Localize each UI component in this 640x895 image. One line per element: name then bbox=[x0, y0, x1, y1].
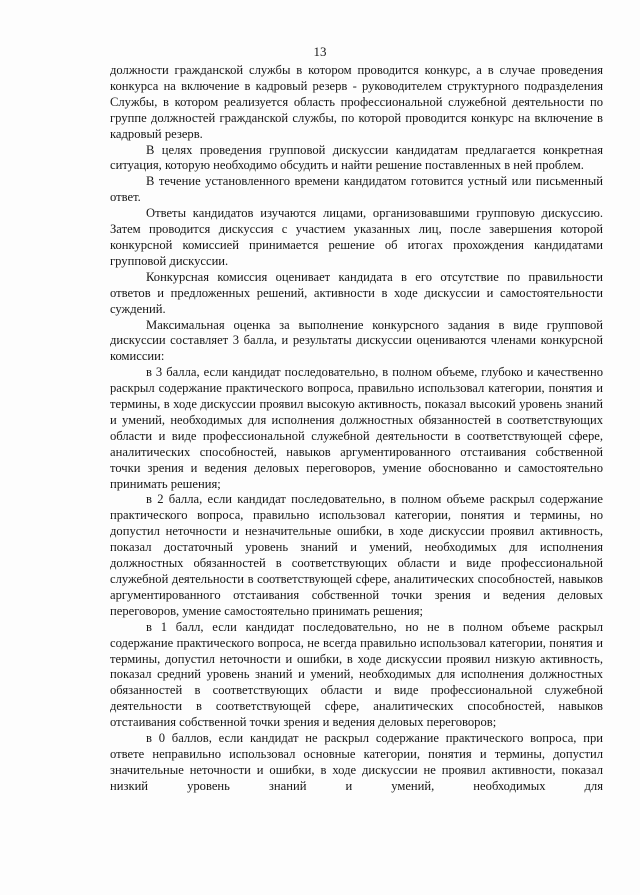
body-text bbox=[110, 63, 603, 795]
page-number: 13 bbox=[313, 44, 327, 59]
paragraph-score-2: в 2 балла, если кандидат последовательно, в полном объеме раскрыл содержание практического вопроса, правильно использовал категории, понятия и термины, но допустил неточности и незначительные ошибки, в ходе дискуссии проявил активность, показал достаточный уровень знаний и умений, необходимых для исполнения должностных обязанностей в соответствующих области и виде профессиональной служебной деятельности в соответствующей сфере, аналитических способностей, навыков аргументированного отстаивания собственной точки зрения и ведения деловых переговоров, умение самостоятельно принимать решения; bbox=[110, 492, 603, 618]
paragraph-group-discussion-purpose: В целях проведения групповой дискуссии кандидатам предлагается конкретная ситуация, которую необходимо обсудить и найти решение поставленных в ней проблем. bbox=[110, 142, 603, 173]
paragraph-score-3: в 3 балла, если кандидат последовательно, в полном объеме, глубоко и качественно раскрыл содержание практического вопроса, правильно использовал категории, понятия и термины, в ходе дискуссии проявил высокую активность, показал высокий уровень знаний и умений, необходимых для исполнения должностных обязанностей в соответствующих области и виде профессиональной служебной деятельности в соответствующей сфере, аналитических способностей, навыков аргументированного отстаивания собственной точки зрения и ведения деловых переговоров, умение обоснованно и самостоятельно принимать решения; bbox=[110, 365, 603, 491]
paragraph-answer-preparation: В течение установленного времени кандидатом готовится устный или письменный ответ. bbox=[110, 174, 603, 205]
paragraph-evaluation-criteria: Конкурсная комиссия оценивает кандидата в его отсутствие по правильности ответов и предложенных решений, активности в ходе дискуссии и самостоятельности суждений. bbox=[110, 269, 603, 316]
paragraph-score-0: в 0 баллов, если кандидат не раскрыл содержание практического вопроса, при ответе неправильно использовал основные категории, понятия и термины, допустил значительные неточности и ошибки, в ходе дискуссии не проявил активности, показал низкий уровень знаний и умений, необходимых для bbox=[110, 731, 603, 793]
paragraph-score-1: в 1 балл, если кандидат последовательно, но не в полном объеме раскрыл содержание практического вопроса, не всегда правильно использовал категории, понятия и термины, допустил неточности и ошибки, в ходе дискуссии проявил низкую активность, показал средний уровень знаний и умений, необходимых для исполнения должностных обязанностей в соответствующих области и виде профессиональной служебной деятельности в соответствующей сфере, аналитических способностей, навыков отстаивания собственной точки зрения и ведения деловых переговоров; bbox=[110, 619, 603, 730]
paragraph-max-score: Максимальная оценка за выполнение конкурсного задания в виде групповой дискуссии составляет 3 балла, и результаты дискуссии оцениваются членами конкурсной комиссии: bbox=[110, 317, 603, 364]
paragraph-continuation: должности гражданской службы в котором проводится конкурс, а в случае проведения конкурса на включение в кадровый резерв - руководителем структурного подразделения Службы, в котором реализуется область профессиональной служебной деятельности по группе должностей гражданской службы, по которой проводится конкурс на включение в кадровый резерв. bbox=[110, 63, 603, 141]
paragraph-answers-study: Ответы кандидатов изучаются лицами, организовавшими групповую дискуссию. Затем проводится дискуссия с участием указанных лиц, после завершения которой конкурсной комиссией принимается решение об итогах прохождения кандидатами групповой дискуссии. bbox=[110, 206, 603, 268]
